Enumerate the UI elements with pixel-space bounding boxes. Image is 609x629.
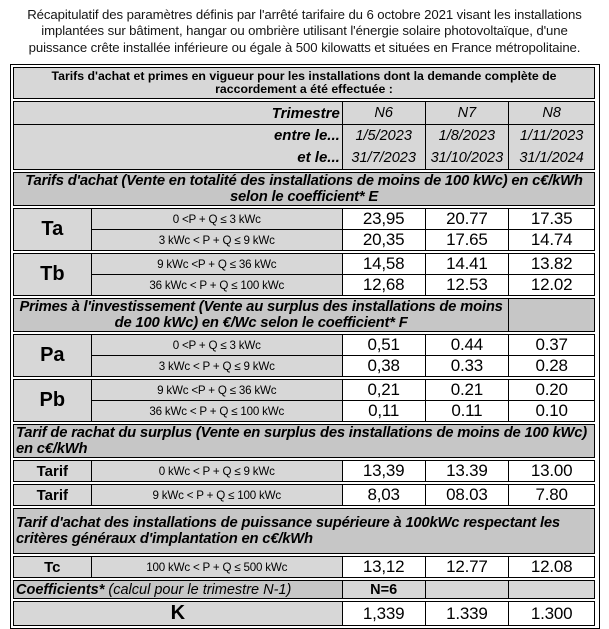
- tb-range-1: 9 kWc <P + Q ≤ 36 kWc: [91, 254, 342, 275]
- intro-paragraph: Récapitulatif des paramètres définis par l'arrêté tarifaire du 6 octobre 2021 visant les installations implantées sur bâtiment, hangar ou ombrière utilisant l'énergie solaire photovoltaïque, d'une puissance crête installée inférieure ou égale à 500 kilowatts et situées en France métropolitaine.: [27, 7, 582, 55]
- table-row: [14, 254, 595, 275]
- dates-n8: [509, 125, 595, 170]
- ta-value-n6-2: 20,35: [342, 230, 425, 251]
- tarif2-label: Tarif: [14, 485, 92, 506]
- tarif1-value-n8: 13.00: [509, 461, 595, 482]
- date-from-n6: 1/5/2023: [355, 128, 412, 145]
- date-to-n8: 31/1/2024: [519, 150, 584, 167]
- tc-value-n6: 13,12: [342, 557, 425, 578]
- k-value-n8: 1.300: [509, 602, 595, 626]
- tc-value-n7: 12.77: [425, 557, 509, 578]
- pa-value-n8-1: 0.37: [509, 335, 595, 356]
- date-to-n7: 31/10/2023: [430, 150, 504, 167]
- table-row: [14, 209, 595, 230]
- tb-value-n8-1: 13.82: [509, 254, 595, 275]
- tarif2-value-n7: 08.03: [425, 485, 509, 506]
- pb-range-2: 36 kWc < P + Q ≤ 100 kWc: [91, 401, 342, 422]
- coefficients-n-value: N=6: [342, 581, 425, 599]
- tarif2-value-n6: 8,03: [342, 485, 425, 506]
- tarif2-value-n8: 7.80: [509, 485, 595, 506]
- pb-value-n7-1: 0.21: [425, 380, 509, 401]
- pa-block: [13, 334, 595, 377]
- dates-row: [14, 125, 595, 170]
- ta-value-n8-1: 17.35: [509, 209, 595, 230]
- quarter-n7: N7: [425, 102, 509, 125]
- quarter-header-block: [13, 101, 595, 170]
- pb-block: [13, 379, 595, 422]
- coefficients-empty-n7: [425, 581, 509, 599]
- tarif1-range: 0 kWc < P + Q ≤ 9 kWc: [91, 461, 342, 482]
- k-block: [13, 601, 595, 626]
- tb-range-2: 36 kWc < P + Q ≤ 100 kWc: [91, 275, 342, 296]
- pb-value-n8-2: 0.10: [509, 401, 595, 422]
- tc-block: [13, 556, 595, 578]
- pb-value-n8-1: 0.20: [509, 380, 595, 401]
- pa-value-n8-2: 0.28: [509, 356, 595, 377]
- section-achat-header: Tarifs d'achat (Vente en totalité des installations de moins de 100 kWc) en c€/kWh selon le coefficient* E: [14, 173, 595, 206]
- table-row: [14, 275, 595, 296]
- coefficients-label: [14, 581, 343, 599]
- tb-block: [13, 253, 595, 296]
- trimestre-row: [14, 102, 595, 125]
- ta-label: Ta: [14, 209, 92, 251]
- section-primes-header: Primes à l'investissement (Vente au surplus des installations de moins de 100 kWc) en €/Wc selon le coefficient* F: [14, 299, 509, 332]
- tarif2-block: [13, 484, 595, 506]
- tarif2-range: 9 kWc < P + Q ≤ 100 kWc: [91, 485, 342, 506]
- section-primes-block: [13, 298, 595, 332]
- tarif1-value-n6: 13,39: [342, 461, 425, 482]
- tb-value-n7-1: 14.41: [425, 254, 509, 275]
- tarif1-value-n7: 13.39: [425, 461, 509, 482]
- tb-label: Tb: [14, 254, 92, 296]
- pa-value-n6-2: 0,38: [342, 356, 425, 377]
- pa-value-n6-1: 0,51: [342, 335, 425, 356]
- ta-value-n7-2: 17.65: [425, 230, 509, 251]
- ta-value-n6-1: 23,95: [342, 209, 425, 230]
- section-rachat-header: Tarif de rachat du surplus (Vente en surplus des installations de moins de 100 kWc) en c€/kWh: [14, 425, 595, 458]
- pb-value-n6-2: 0,11: [342, 401, 425, 422]
- quarter-n6: N6: [342, 102, 425, 125]
- section-sup100-block: [13, 508, 595, 554]
- k-row: [14, 602, 595, 626]
- dates-label: [14, 125, 343, 170]
- table-row: [14, 461, 595, 482]
- pa-value-n7-2: 0.33: [425, 356, 509, 377]
- table-row: [14, 230, 595, 251]
- pb-value-n6-1: 0,21: [342, 380, 425, 401]
- tc-value-n8: 12.08: [509, 557, 595, 578]
- tb-value-n6-2: 12,68: [342, 275, 425, 296]
- table-title: Tarifs d'achat et primes en vigueur pour les installations dont la demande complète de raccordement a été effectuée :: [14, 68, 595, 99]
- tariff-table: [10, 64, 600, 629]
- ta-value-n8-2: 14.74: [509, 230, 595, 251]
- table-row: [14, 356, 595, 377]
- table-row: [14, 335, 595, 356]
- coefficients-empty-n8: [509, 581, 595, 599]
- et-label: et le...: [297, 149, 340, 167]
- tarif1-label: Tarif: [14, 461, 92, 482]
- k-value-n6: 1,339: [342, 602, 425, 626]
- ta-block: [13, 208, 595, 251]
- table-title-block: [13, 67, 595, 99]
- section-rachat-block: [13, 424, 595, 458]
- date-from-n8: 1/11/2023: [519, 128, 584, 145]
- tb-value-n6-1: 14,58: [342, 254, 425, 275]
- k-value-n7: 1.339: [425, 602, 509, 626]
- date-from-n7: 1/8/2023: [438, 128, 496, 145]
- quarter-n8: N8: [509, 102, 595, 125]
- primes-empty-cell: [509, 299, 595, 332]
- tb-value-n7-2: 12.53: [425, 275, 509, 296]
- table-row: [14, 485, 595, 506]
- section-achat-block: [13, 172, 595, 206]
- coefficients-note: (calcul pour le trimestre N-1): [104, 581, 292, 598]
- ta-range-2: 3 kWc < P + Q ≤ 9 kWc: [91, 230, 342, 251]
- date-to-n6: 31/7/2023: [351, 150, 416, 167]
- tarif1-block: [13, 460, 595, 482]
- tc-label: Tc: [14, 557, 92, 578]
- ta-range-1: 0 <P + Q ≤ 3 kWc: [91, 209, 342, 230]
- dates-n7: [425, 125, 509, 170]
- trimestre-label: Trimestre: [14, 102, 343, 125]
- pb-range-1: 9 kWc <P + Q ≤ 36 kWc: [91, 380, 342, 401]
- pa-range-1: 0 <P + Q ≤ 3 kWc: [91, 335, 342, 356]
- table-row: [14, 557, 595, 578]
- ta-value-n7-1: 20.77: [425, 209, 509, 230]
- coefficients-block: [13, 580, 595, 599]
- table-row: [14, 380, 595, 401]
- table-row: [14, 401, 595, 422]
- k-label: K: [14, 602, 343, 626]
- tc-range: 100 kWc < P + Q ≤ 500 kWc: [91, 557, 342, 578]
- pa-range-2: 3 kWc < P + Q ≤ 9 kWc: [91, 356, 342, 377]
- tb-value-n8-2: 12.02: [509, 275, 595, 296]
- pa-label: Pa: [14, 335, 92, 377]
- pa-value-n7-1: 0.44: [425, 335, 509, 356]
- coefficients-label-bold: Coefficients*: [16, 581, 105, 598]
- section-sup100-header: Tarif d'achat des installations de puissance supérieure à 100kWc respectant les critères généraux d'implantation en c€/kWh: [14, 509, 595, 554]
- pb-label: Pb: [14, 380, 92, 422]
- pb-value-n7-2: 0.11: [425, 401, 509, 422]
- entre-label: entre le...: [273, 127, 340, 145]
- dates-n6: [342, 125, 425, 170]
- coefficients-row: [14, 581, 595, 599]
